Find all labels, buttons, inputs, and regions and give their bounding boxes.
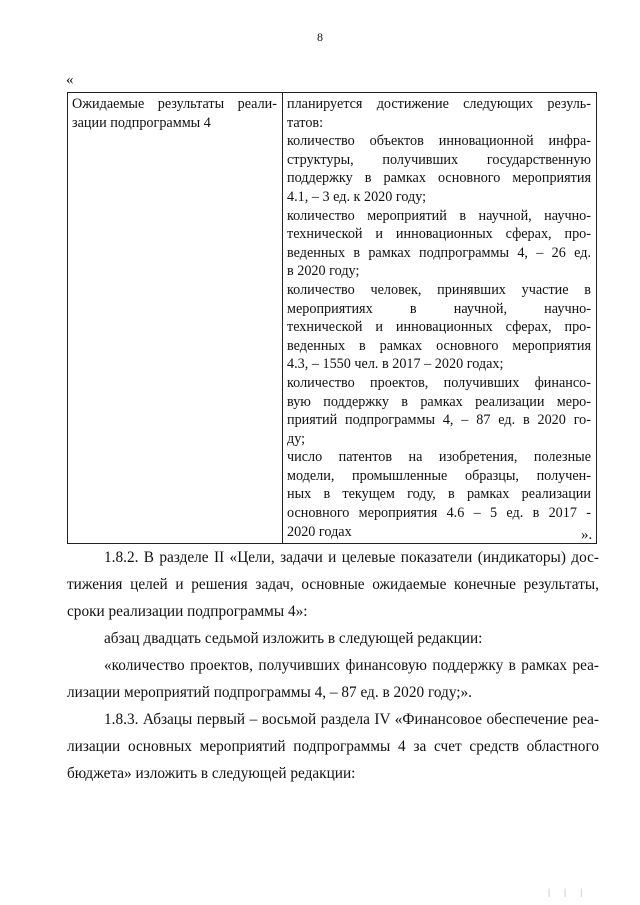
- paragraph-line: «количество проектов, получивших финансовую поддержку в рамках реа-: [104, 657, 599, 674]
- paragraph-line: 1.8.2. В разделе II «Цели, задачи и целевые показатели (индикаторы) дос-: [104, 549, 599, 566]
- page-number: 8: [317, 30, 323, 44]
- result-line: количество проектов, получивших финансо-: [287, 374, 591, 391]
- paragraph-line: лизации основных мероприятий подпрограммы 4 за счет средств областного: [67, 738, 599, 755]
- result-line: количество мероприятий в научной, научно-: [287, 207, 591, 224]
- paragraph-amendment-instruction: [67, 625, 599, 652]
- result-line: технической и инновационных сферах, про-: [287, 226, 591, 243]
- paragraph-1-8-2: [67, 544, 599, 625]
- paragraph-line: сроки реализации подпрограммы 4»:: [67, 603, 308, 620]
- result-line: 4.3, – 1550 чел. в 2017 – 2020 годах;: [287, 356, 504, 373]
- paragraph-line: бюджета» изложить в следующей редакции:: [67, 765, 356, 782]
- paragraph-line: 1.8.3. Абзацы первый – восьмой раздела IV «Финансовое обеспечение реа-: [104, 711, 599, 728]
- results-value-cell: [283, 93, 597, 544]
- result-line: татов:: [287, 114, 324, 131]
- expected-results-table: [67, 92, 597, 544]
- label-line: Ожидаемые результаты реали-: [72, 96, 277, 112]
- label-line: зации подпрограммы 4: [72, 114, 211, 131]
- result-line: мероприятиях в научной, научно-: [287, 300, 591, 317]
- paragraph-line: абзац двадцать седьмой изложить в следующей редакции:: [104, 630, 483, 647]
- result-line: количество объектов инновационной инфра-: [287, 133, 591, 150]
- paragraph-line: тижения целей и решения задач, основные ожидаемые конечные результаты,: [67, 576, 599, 593]
- paragraph-quoted-amendment: [67, 652, 599, 706]
- result-line: планируется достижение следующих резуль-: [287, 96, 591, 112]
- result-line: поддержку в рамках основного мероприятия: [287, 170, 591, 187]
- results-label-cell: [68, 93, 283, 544]
- result-line: структуры, получивших государственную: [287, 151, 591, 168]
- result-line: технической и инновационных сферах, про-: [287, 319, 591, 336]
- result-line: приятий подпрограммы 4, – 87 ед. в 2020 го-: [287, 412, 591, 429]
- result-line: число патентов на изобретения, полезные: [287, 449, 591, 466]
- result-line: ных в текущем году, в рамках реализации: [287, 486, 591, 503]
- result-line: 4.1, – 3 ед. к 2020 году;: [287, 188, 427, 205]
- paragraph-line: лизации мероприятий подпрограммы 4, – 87 ед. в 2020 году;».: [67, 684, 473, 701]
- closing-quotation-mark: ».: [581, 527, 593, 543]
- result-line: вую поддержку в рамках реализации меро-: [287, 393, 591, 410]
- result-line: 2020 годах: [287, 523, 352, 540]
- table-row: [68, 93, 597, 544]
- result-line: основного мероприятия 4.6 – 5 ед. в 2017 -: [287, 505, 591, 522]
- opening-quotation-mark: «: [66, 72, 74, 88]
- scan-marks: | | |: [548, 887, 588, 897]
- result-line: модели, промышленные образцы, получен-: [287, 467, 591, 484]
- paragraph-1-8-3: [67, 706, 599, 787]
- result-line: веденных в рамках подпрограммы 4, – 26 ед.: [287, 244, 591, 261]
- result-line: в 2020 году;: [287, 263, 360, 280]
- result-line: количество человек, принявших участие в: [287, 281, 591, 298]
- result-line: веденных в рамках основного мероприятия: [287, 337, 591, 354]
- result-line: ду;: [287, 430, 306, 447]
